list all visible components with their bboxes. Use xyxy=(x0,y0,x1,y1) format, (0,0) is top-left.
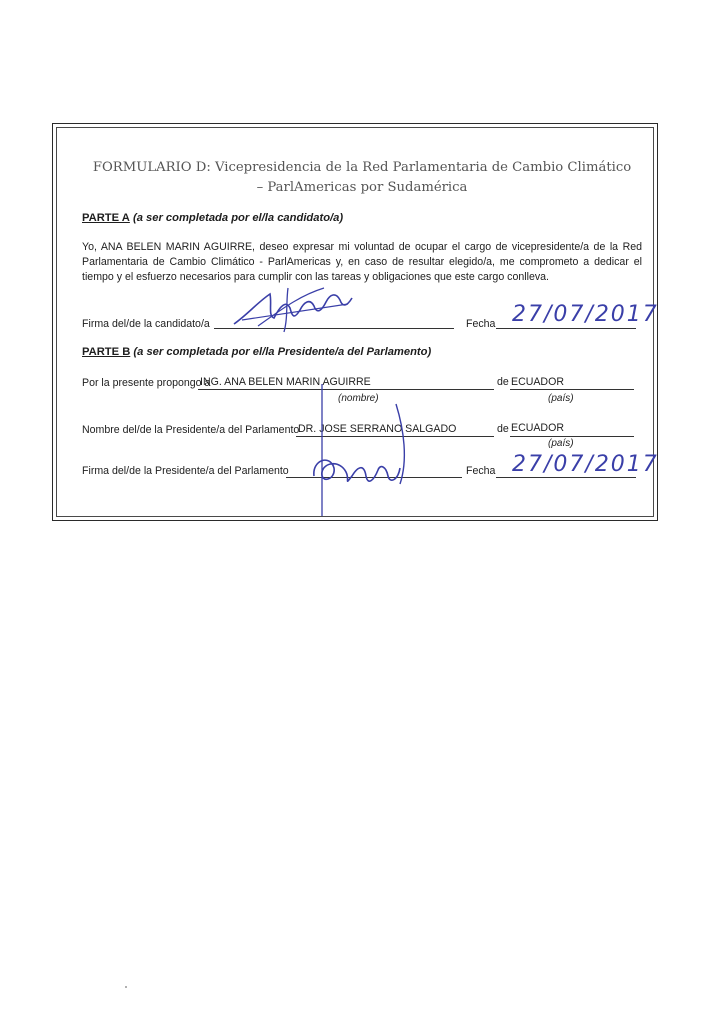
part-b-label: PARTE B xyxy=(82,346,131,358)
form-title-line-2: – ParlAmericas por Sudamérica xyxy=(256,180,468,195)
country-prefix-1: de xyxy=(497,376,509,388)
candidate-signature-label: Firma del/de la candidato/a xyxy=(82,318,210,330)
president-date-label: Fecha xyxy=(466,465,496,477)
form-title-line-1: FORMULARIO D: Vicepresidencia de la Red Parlamentaria de Cambio Climático xyxy=(92,160,632,175)
country-value-1: ECUADOR xyxy=(511,376,564,388)
country-line-2 xyxy=(510,436,634,437)
president-date-handwritten: 27/07/2017 xyxy=(512,452,659,477)
propose-label: Por la presente propongo a xyxy=(82,377,211,389)
country-caption-1: (país) xyxy=(548,393,574,404)
name-caption: (nombre) xyxy=(338,393,379,404)
part-a-declaration: Yo, ANA BELEN MARIN AGUIRRE, deseo expresar mi voluntad de ocupar el cargo de vicepresidente/a de la Red Parlamentaria de Cambio Climático - ParlAmericas y, en caso de resultar elegido/a, me comprometo a dedicar el tiempo y el esfuerzo necesarios para cumplir con las tareas y obligaciones que este cargo conlleva. xyxy=(82,241,642,283)
part-a-heading xyxy=(82,212,343,224)
country-value-2: ECUADOR xyxy=(511,422,564,434)
form-title xyxy=(70,158,654,198)
candidate-date-handwritten: 27/07/2017 xyxy=(512,302,659,327)
country-prefix-2: de xyxy=(497,423,509,435)
candidate-date-label: Fecha xyxy=(466,318,496,330)
part-b-instruction: (a ser completada por el/la Presidente/a del Parlamento) xyxy=(133,346,432,358)
country-line-1 xyxy=(510,389,634,390)
part-a-instruction: (a ser completada por el/la candidato/a) xyxy=(132,212,344,224)
president-name-value: DR. JOSE SERRANO SALGADO xyxy=(298,423,457,435)
president-date-line xyxy=(496,477,636,478)
president-name-label: Nombre del/de la Presidente/a del Parlamento xyxy=(82,424,300,436)
scan-speck xyxy=(125,986,127,988)
candidate-name-value: ING. ANA BELEN MARIN AGUIRRE xyxy=(200,376,371,388)
president-signature-label: Firma del/de la Presidente/a del Parlamento xyxy=(82,465,289,477)
president-signature xyxy=(300,380,430,520)
country-caption-2: (país) xyxy=(548,438,574,449)
part-a-label: PARTE A xyxy=(82,212,130,224)
candidate-signature xyxy=(228,284,358,336)
candidate-date-line xyxy=(496,328,636,329)
part-b-heading xyxy=(82,346,431,358)
